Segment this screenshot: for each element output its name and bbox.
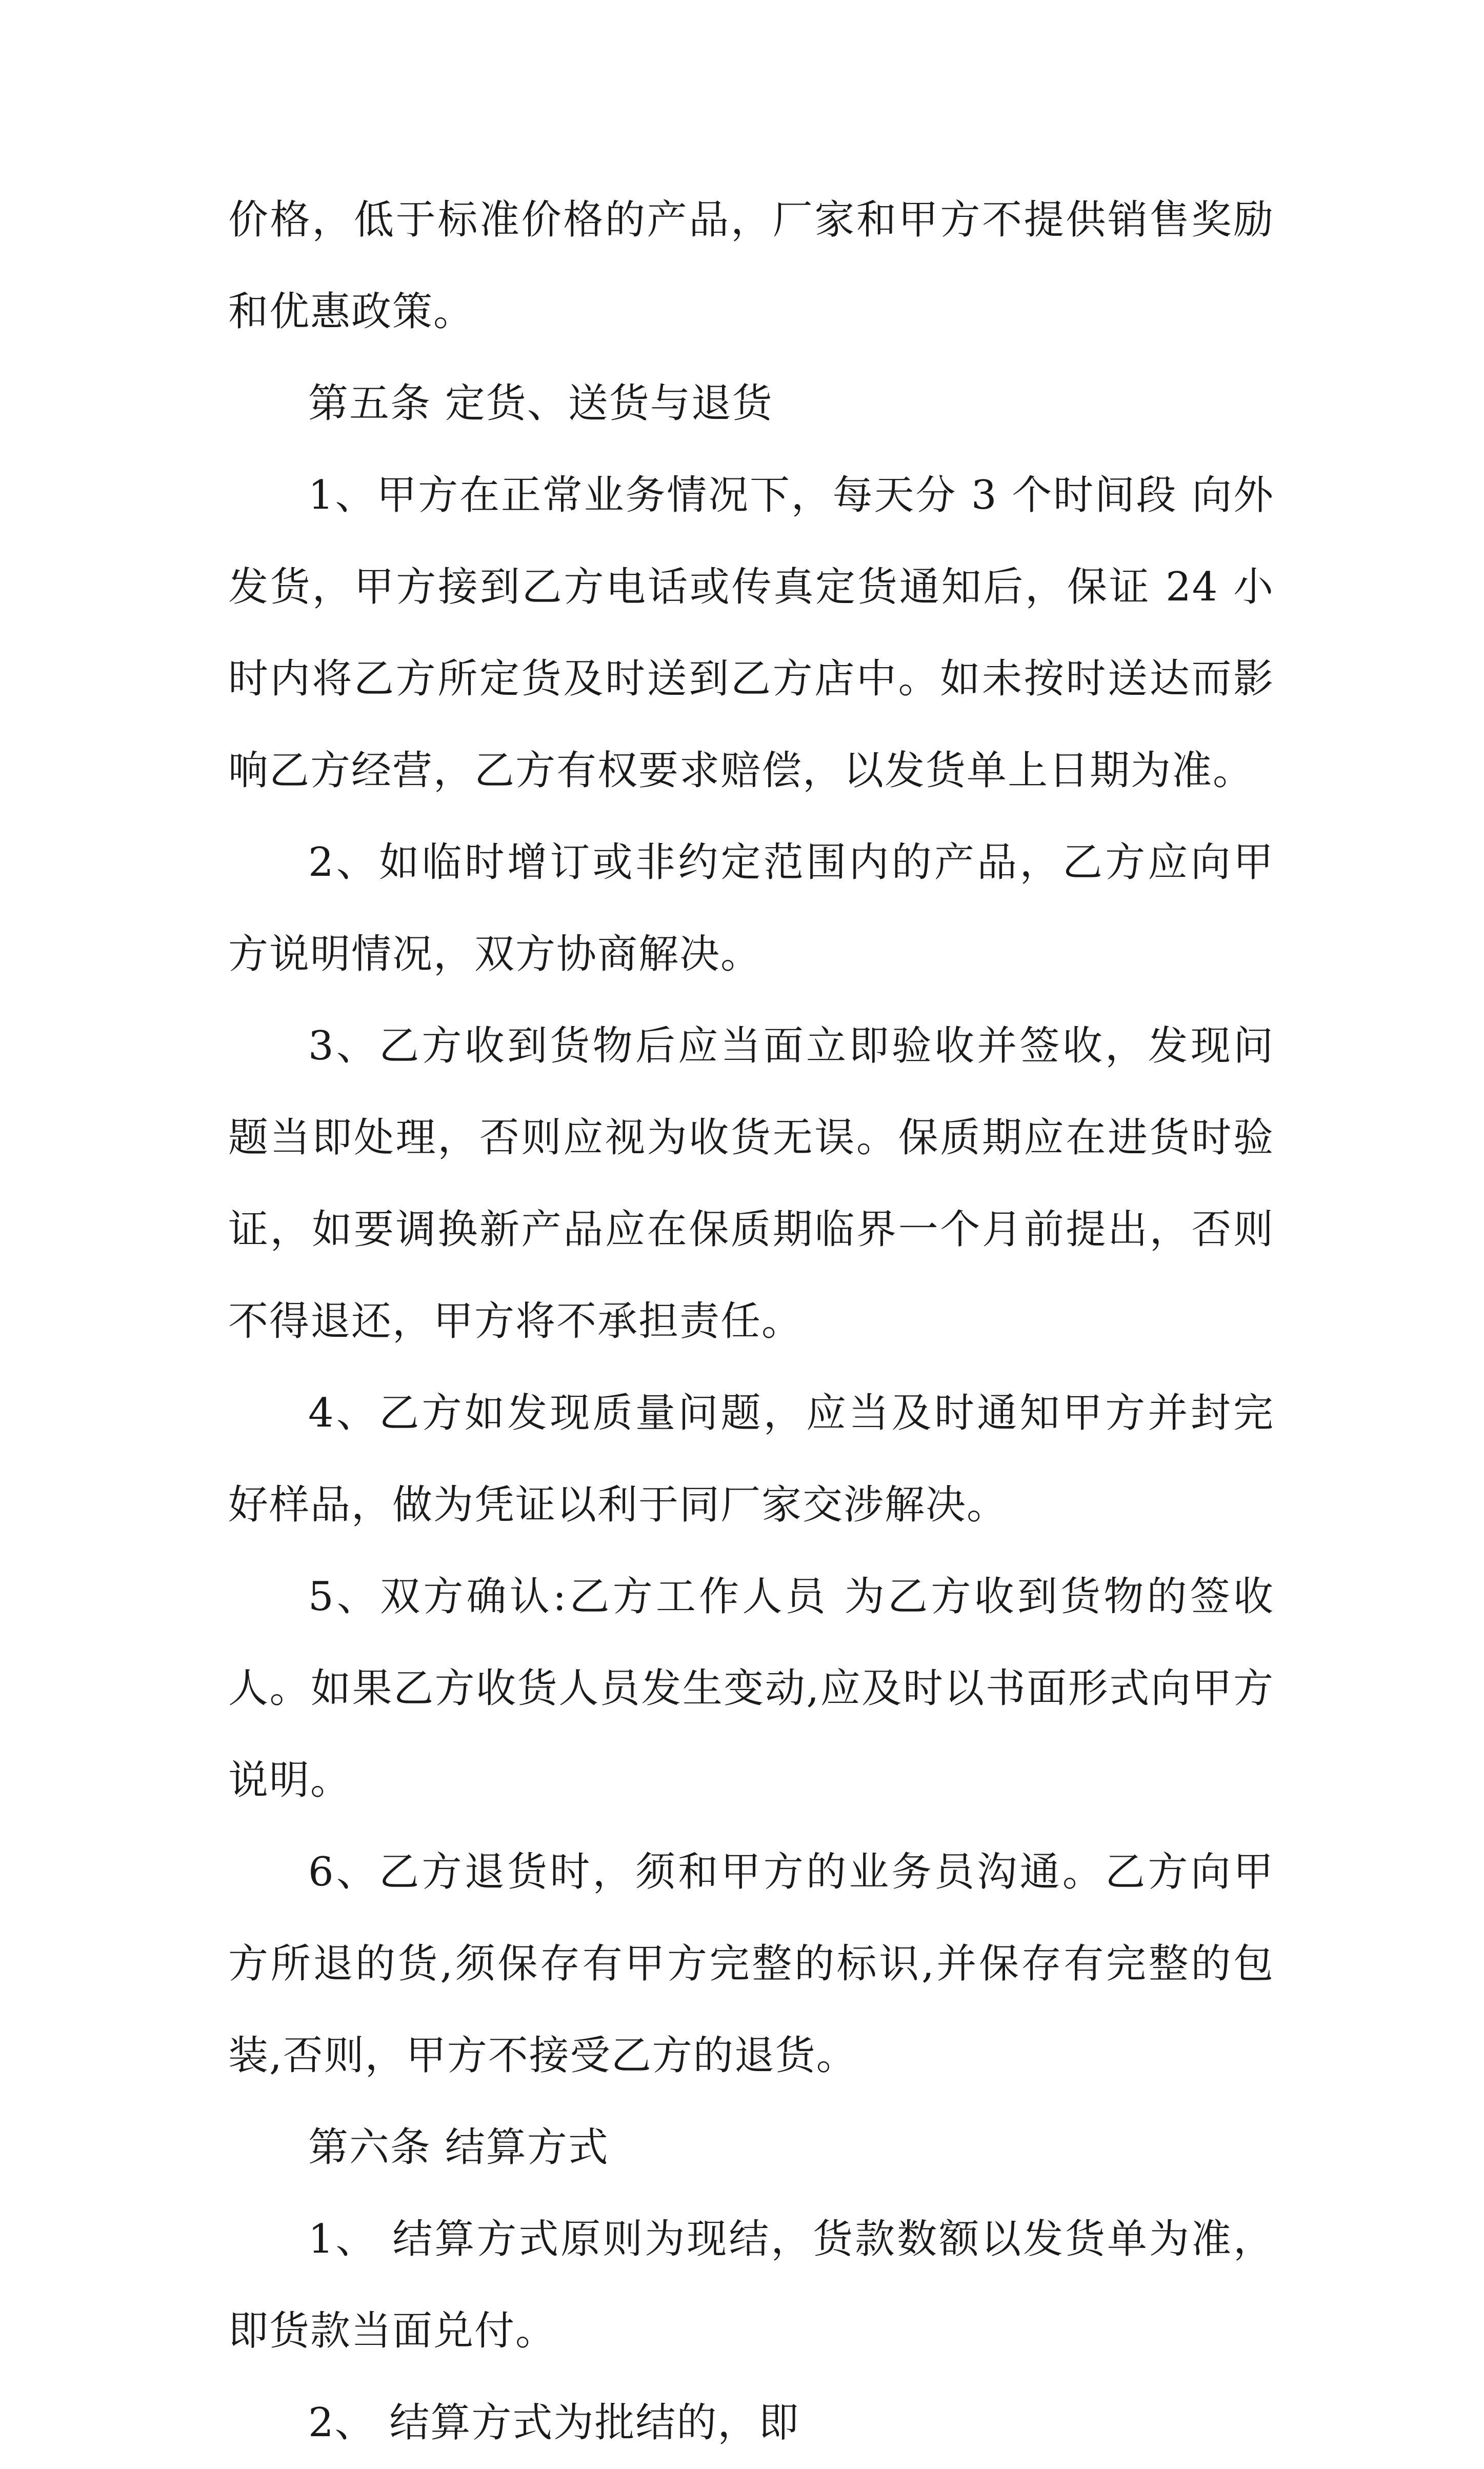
article-6-clause-1: 1、 结算方式原则为现结，货款数额以发货单为准，即货款当面兑付。: [228, 2216, 1274, 2354]
article-5-heading: 第五条 定货、送货与退货: [308, 380, 773, 427]
article-6-clause-2: 2、 结算方式为批结的，即: [308, 2400, 800, 2446]
article-5-clause-4: 4、乙方如发现质量问题，应当及时通知甲方并封完好样品，做为凭证以利于同厂家交涉解决。: [228, 1390, 1274, 1528]
article-5-clause-3: 3、乙方收到货物后应当面立即验收并签收，发现问题当即处理，否则应视为收货无误。保质期应在进货时验证，如要调换新产品应在保质期临界一个月前提出，否则不得退还，甲方将不承担责任。: [228, 1023, 1274, 1344]
article-6-heading: 第六条 结算方式: [308, 2124, 609, 2171]
paragraph-pricing-continued: 价格，低于标准价格的产品，厂家和甲方不提供销售奖励和优惠政策。: [228, 197, 1274, 335]
article-5-clause-1: 1、甲方在正常业务情况下，每天分 3 个时间段 向外发货，甲方接到乙方电话或传真定货通知后，保证 24 小时内将乙方所定货及时送到乙方店中。如未按时送达而影响乙方经营，乙方有权要求赔偿，以发货单上日期为准。: [228, 472, 1274, 794]
article-5-clause-2: 2、如临时增订或非约定范围内的产品，乙方应向甲方说明情况，双方协商解决。: [228, 839, 1274, 977]
article-5-clause-6: 6、乙方退货时，须和甲方的业务员沟通。乙方向甲方所退的货,须保存有甲方完整的标识,并保存有完整的包装,否则，甲方不接受乙方的退货。: [228, 1849, 1274, 2079]
document-body: [228, 174, 1274, 2469]
article-5-clause-5: 5、双方确认:乙方工作人员 为乙方收到货物的签收人。如果乙方收货人员发生变动,应及时以书面形式向甲方说明。: [228, 1574, 1274, 1803]
